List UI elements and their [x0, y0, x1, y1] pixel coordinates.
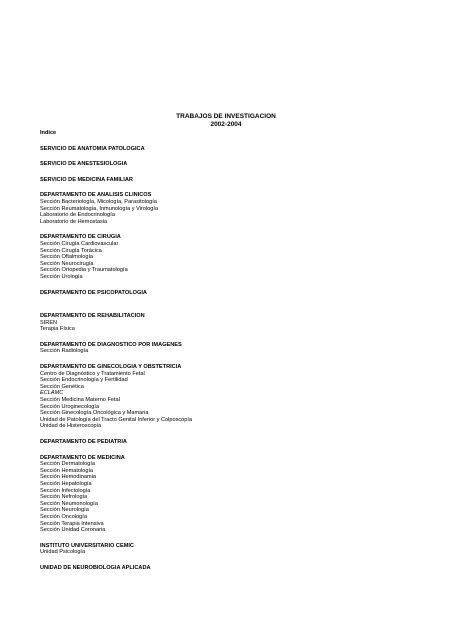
list-item: Centro de Diagnóstico y Tratamiento Fetal: [40, 370, 145, 377]
list-item: Sección Cirugía Torácica: [40, 247, 102, 254]
list-item: SIREN: [40, 319, 58, 326]
heading-pediatria: DEPARTAMENTO DE PEDIATRIA: [40, 439, 127, 445]
list-item: Sección Ortopedia y Traumatología: [40, 267, 128, 274]
index-content: [40, 130, 420, 572]
list-item: Sección Dermatología: [40, 461, 96, 468]
heading-cirugia: DEPARTAMENTO DE CIRUGIA: [40, 234, 121, 241]
list-item: Sección Genética: [40, 383, 84, 390]
heading-medicina-familiar: SERVICIO DE MEDICINA FAMILIAR: [40, 176, 133, 183]
heading-analisis-clinicos: DEPARTAMENTO DE ANALISIS CLINICOS: [40, 192, 152, 199]
document-date-range: 2002-2004: [210, 121, 242, 128]
heading-instituto-universitario: INSTITUTO UNIVERSITARIO CEMIC: [40, 542, 134, 549]
list-item: Sección Hemodinamia: [40, 474, 96, 481]
list-item: Sección Hematología: [40, 467, 94, 474]
list-item: Sección Unidad Coronaria: [40, 527, 106, 534]
list-item: Laboratorio de Endocrinología: [40, 212, 115, 219]
list-item: Sección Neurocirugía: [40, 260, 94, 267]
heading-neurobiologia-aplicada: UNIDAD DE NEUROBIOLOGIA APLICADA: [40, 564, 151, 571]
heading-psicopatologia: DEPARTAMENTO DE PSICOPATOLOGIA: [40, 289, 147, 296]
list-item: Sección Oncología: [40, 513, 87, 520]
list-item: Sección Uroginecología: [40, 403, 100, 410]
list-item: Sección Neurología: [40, 507, 89, 514]
list-item: Terapia Física: [40, 326, 75, 333]
list-item: Laboratorio de Hemostasia: [40, 218, 108, 225]
heading-medicina: DEPARTAMENTO DE MEDICINA: [40, 454, 125, 461]
list-item: Sección Reumatología, Inmunología y Virología: [40, 205, 159, 212]
list-item: Sección Nefrología: [40, 494, 88, 501]
list-item: ECLAMC: [40, 390, 64, 397]
list-item: Sección Bacteriología, Micología, Parasitología: [40, 198, 157, 205]
index-label: Indice: [40, 130, 57, 136]
heading-diagnostico-por-imagenes: DEPARTAMENTO DE DIAGNOSTICO POR IMAGENES: [40, 341, 182, 348]
list-item: Sección Ginecología Oncológica y Mamaria: [40, 410, 149, 417]
list-item: Sección Infectología: [40, 487, 91, 494]
list-item: Sección Endocrinología y Fertilidad: [40, 377, 128, 384]
heading-ginecologia-obstetricia: DEPARTAMENTO DE GINECOLOGIA Y OBSTETRICIA: [40, 364, 182, 371]
list-item: Unidad Psicología: [40, 549, 86, 556]
list-item: Unidad de Patología del Tracto Genital Inferior y Colposcopía: [40, 416, 193, 423]
heading-anatomia-patologica: SERVICIO DE ANATOMIA PATOLOGICA: [40, 145, 145, 152]
document-title: TRABAJOS DE INVESTIGACION: [176, 113, 276, 120]
list-item: Sección Medicina Materno Fetal: [40, 397, 120, 404]
heading-rehabilitacion: DEPARTAMENTO DE REHABILITACION: [40, 313, 145, 320]
list-item: Sección Terapia Intensiva: [40, 520, 104, 527]
list-item: Sección Radiología: [40, 348, 89, 355]
list-item: Sección Cirugía Cardiovascular: [40, 240, 119, 247]
list-item: Sección Neumonología: [40, 500, 98, 507]
list-item: Sección Urología: [40, 273, 83, 280]
heading-anestesiologia: SERVICIO DE ANESTESIOLOGIA: [40, 161, 128, 168]
list-item: Sección Hepatología: [40, 480, 92, 487]
list-item: Sección Oftalmología: [40, 254, 94, 261]
list-item: Unidad de Histeroscopía: [40, 423, 102, 430]
